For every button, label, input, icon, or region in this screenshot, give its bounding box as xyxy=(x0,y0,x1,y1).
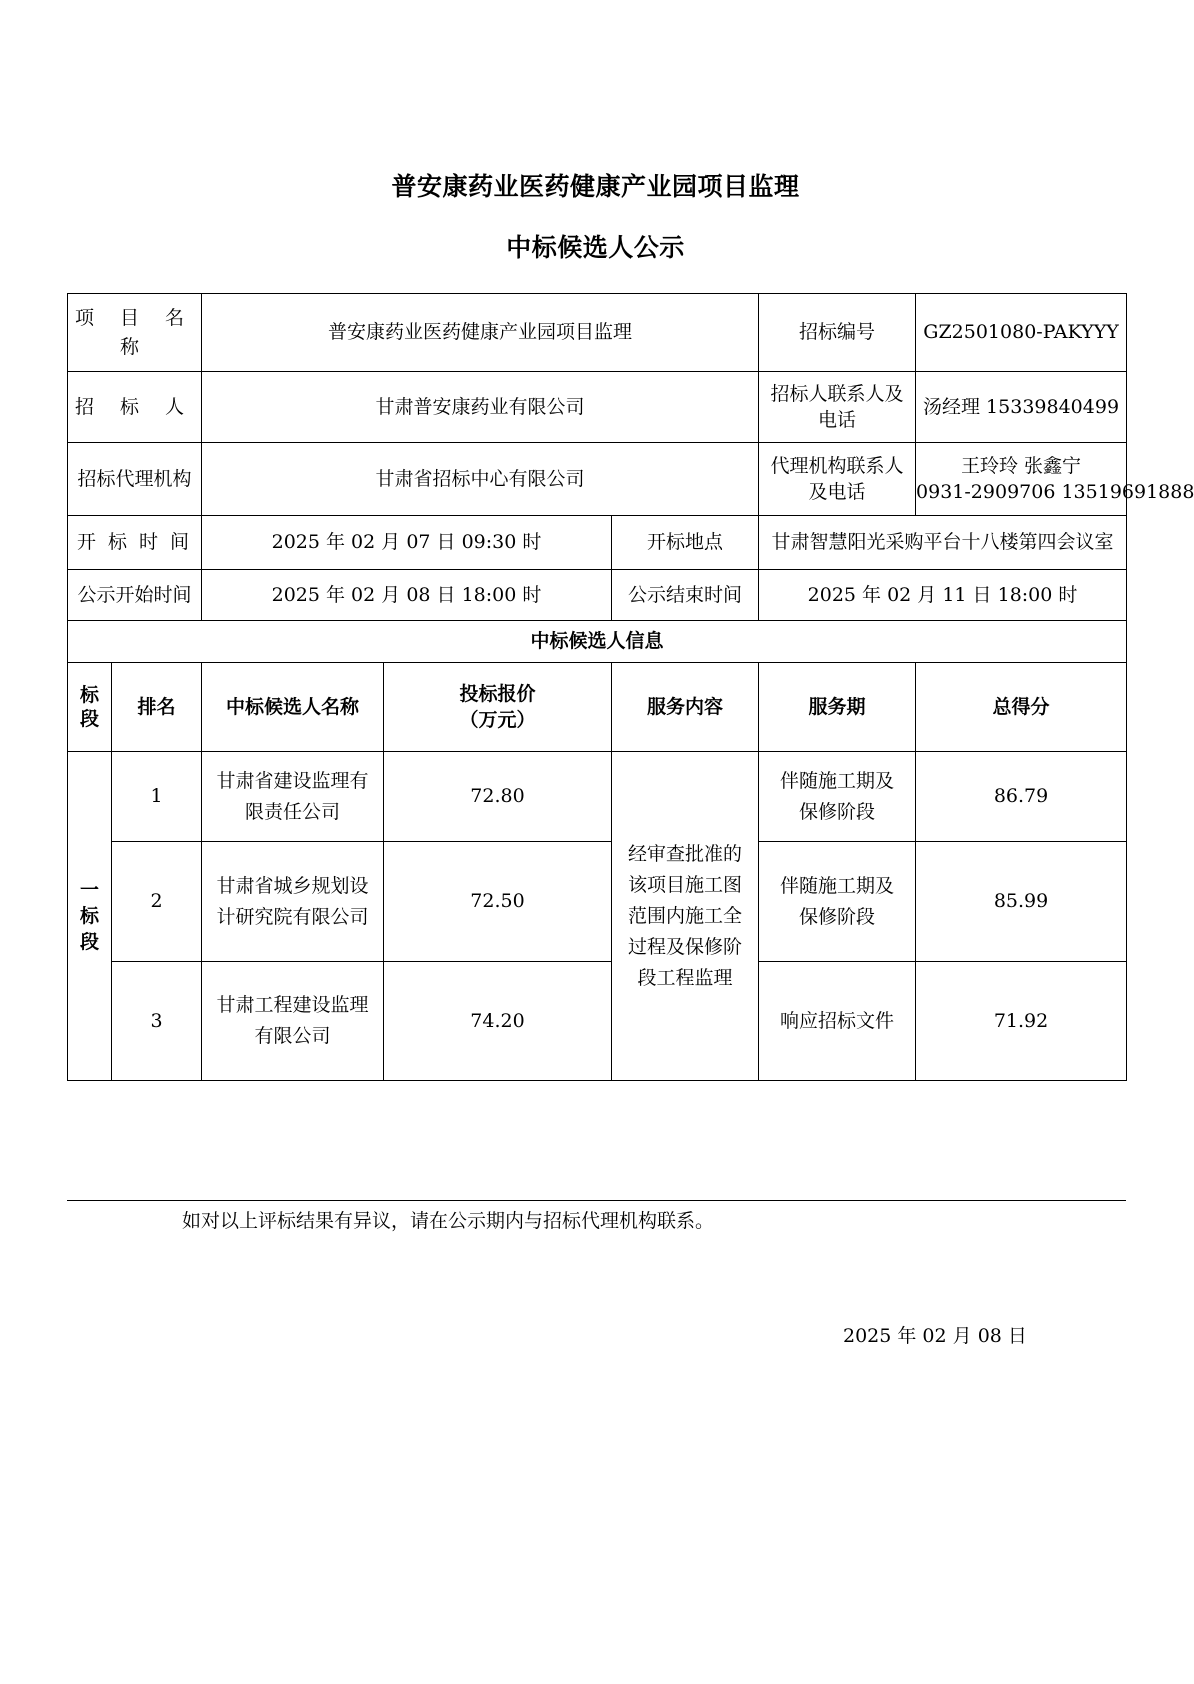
candidate-price: 72.80 xyxy=(384,752,612,842)
open-time-label: 开 标 时 间 xyxy=(68,516,202,570)
candidate-score: 86.79 xyxy=(916,752,1127,842)
candidate-rank: 3 xyxy=(112,962,202,1081)
publication-date: 2025 年 02 月 08 日 xyxy=(843,1325,1027,1347)
tenderer-contact-label: 招标人联系人及电话 xyxy=(759,372,916,443)
candidate-name: 甘肃工程建设监理有限公司 xyxy=(202,962,384,1081)
table-row xyxy=(68,842,1127,962)
candidates-heading-row xyxy=(68,621,1127,663)
candidates-header-row xyxy=(68,663,1127,752)
info-row-publicity xyxy=(68,570,1127,621)
service-content: 经审查批准的该项目施工图范围内施工全过程及保修阶段工程监理 xyxy=(612,752,759,1081)
candidate-name: 甘肃省城乡规划设计研究院有限公司 xyxy=(202,842,384,962)
candidate-score: 71.92 xyxy=(916,962,1127,1081)
document-subtitle: 中标候选人公示 xyxy=(506,233,685,262)
header-score: 总得分 xyxy=(916,663,1127,752)
candidate-period: 伴随施工期及保修阶段 xyxy=(759,752,916,842)
candidate-period: 响应招标文件 xyxy=(759,962,916,1081)
bid-no-value: GZ2501080-PAKYYY xyxy=(916,294,1127,372)
objection-note: 如对以上评标结果有异议，请在公示期内与招标代理机构联系。 xyxy=(182,1210,715,1232)
section-name: 一标段 xyxy=(68,752,112,1081)
header-rank: 排名 xyxy=(112,663,202,752)
agency-contact-label: 代理机构联系人及电话 xyxy=(759,443,916,516)
candidate-rank: 1 xyxy=(112,752,202,842)
publicity-start-value: 2025 年 02 月 08 日 18:00 时 xyxy=(202,570,612,621)
agency-contact-names: 王玲玲 张鑫宁 xyxy=(961,455,1082,477)
project-name-label: 项 目 名 称 xyxy=(68,294,202,372)
header-section: 标段 xyxy=(68,663,112,752)
info-row-agency xyxy=(68,443,1127,516)
candidate-price: 74.20 xyxy=(384,962,612,1081)
agency-contact-value xyxy=(916,443,1194,516)
candidate-rank: 2 xyxy=(112,842,202,962)
header-service: 服务内容 xyxy=(612,663,759,752)
agency-contact-phones: 0931-2909706 13519691888 xyxy=(916,481,1194,503)
announcement-table xyxy=(67,293,1194,1081)
footer-divider xyxy=(67,1200,1126,1201)
candidates-heading: 中标候选人信息 xyxy=(68,621,1127,663)
agency-value: 甘肃省招标中心有限公司 xyxy=(202,443,759,516)
header-period: 服务期 xyxy=(759,663,916,752)
header-name: 中标候选人名称 xyxy=(202,663,384,752)
publicity-start-label: 公示开始时间 xyxy=(68,570,202,621)
candidate-price: 72.50 xyxy=(384,842,612,962)
publicity-end-value: 2025 年 02 月 11 日 18:00 时 xyxy=(759,570,1127,621)
open-time-value: 2025 年 02 月 07 日 09:30 时 xyxy=(202,516,612,570)
document-title: 普安康药业医药健康产业园项目监理 xyxy=(391,172,800,201)
info-row-project xyxy=(68,294,1127,372)
table-row xyxy=(68,962,1127,1081)
info-row-tenderer xyxy=(68,372,1127,443)
candidate-name: 甘肃省建设监理有限责任公司 xyxy=(202,752,384,842)
open-place-label: 开标地点 xyxy=(612,516,759,570)
project-name-value: 普安康药业医药健康产业园项目监理 xyxy=(202,294,759,372)
header-price: 投标报价（万元） xyxy=(384,663,612,752)
candidate-score: 85.99 xyxy=(916,842,1127,962)
tenderer-value: 甘肃普安康药业有限公司 xyxy=(202,372,759,443)
info-row-open xyxy=(68,516,1127,570)
table-row xyxy=(68,752,1127,842)
publicity-end-label: 公示结束时间 xyxy=(612,570,759,621)
candidate-period: 伴随施工期及保修阶段 xyxy=(759,842,916,962)
agency-label: 招标代理机构 xyxy=(68,443,202,516)
bid-no-label: 招标编号 xyxy=(759,294,916,372)
tenderer-label: 招 标 人 xyxy=(68,372,202,443)
tenderer-contact-value: 汤经理 15339840499 xyxy=(916,372,1127,443)
open-place-value: 甘肃智慧阳光采购平台十八楼第四会议室 xyxy=(759,516,1127,570)
